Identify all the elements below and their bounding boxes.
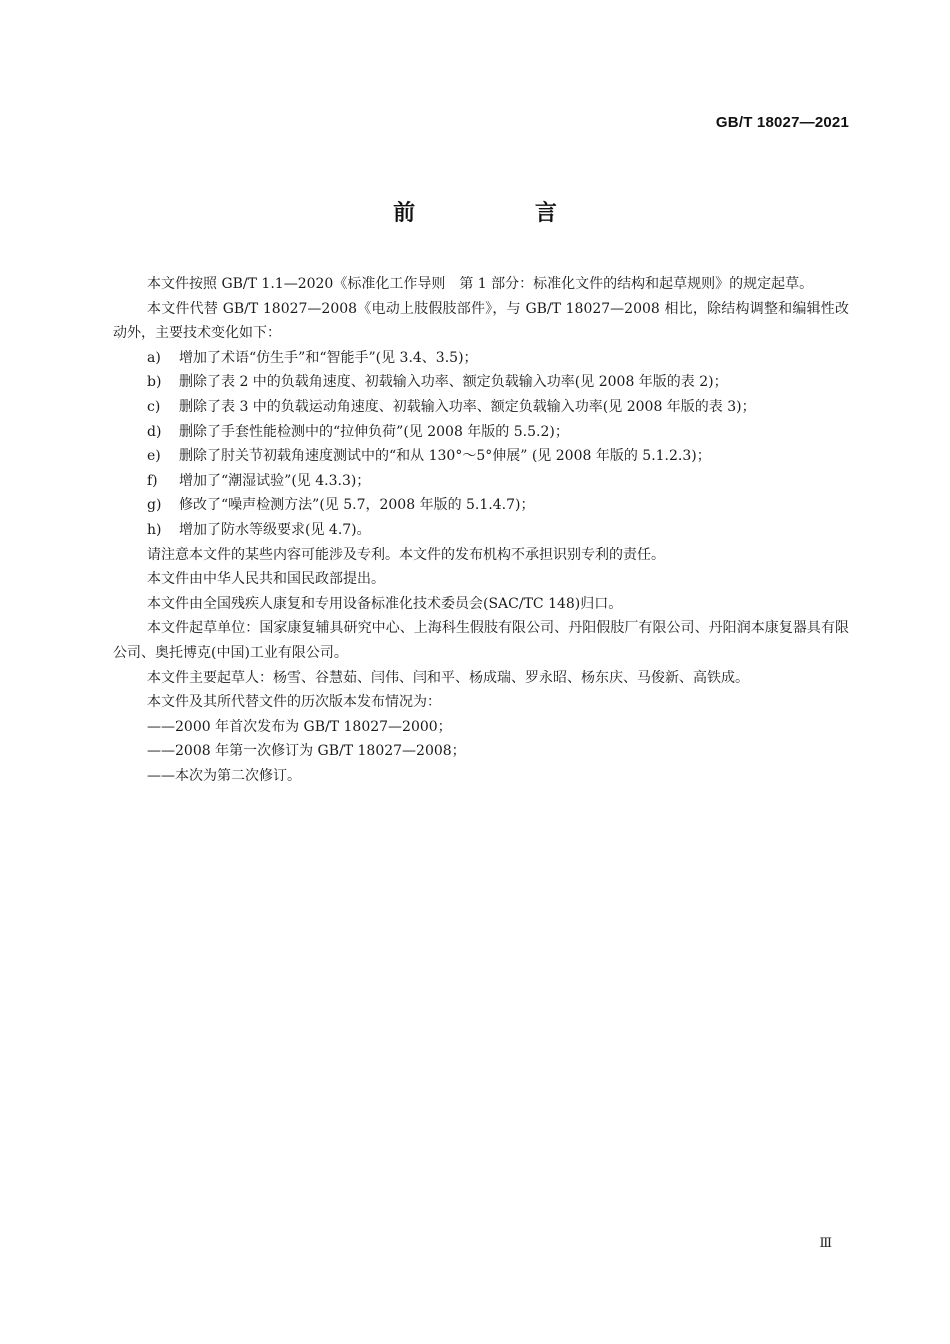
foreword-body <box>113 272 849 788</box>
paragraph-replaces: 本文件代替 GB/T 18027—2008《电动上肢假肢部件》，与 GB/T 18027—2008 相比，除结构调整和编辑性改动外，主要技术变化如下： <box>113 300 849 342</box>
page-title: 前 言 <box>393 201 613 226</box>
list-item-text: 修改了“噪声检测方法”(见 5.7，2008 年版的 5.1.4.7)； <box>179 497 535 514</box>
list-item-text: 删除了肘关节初载角速度测试中的“和从 130°～5°伸展” (见 2008 年版的 5.1.2.3)； <box>179 448 711 465</box>
list-item-text: 删除了表 2 中的负载角速度、初载输入功率、额定负载输入功率(见 2008 年版的表 2)； <box>179 374 728 391</box>
list-marker: b) <box>147 374 162 391</box>
list-marker: e) <box>147 448 161 465</box>
list-marker: f) <box>147 472 158 489</box>
list-item <box>113 469 849 494</box>
paragraph-drafters: 本文件主要起草人：杨雪、谷慧茹、闫伟、闫和平、杨成瑞、罗永昭、杨东庆、马俊新、高铁成。 <box>147 669 749 686</box>
list-item <box>113 518 849 543</box>
history-item: ——2008 年第一次修订为 GB/T 18027—2008； <box>147 743 466 760</box>
history-item: ——本次为第二次修订。 <box>147 767 301 784</box>
list-item-text: 增加了防水等级要求(见 4.7)。 <box>179 521 371 538</box>
paragraph-patent-notice: 请注意本文件的某些内容可能涉及专利。本文件的发布机构不承担识别专利的责任。 <box>147 546 665 563</box>
page-number: Ⅲ <box>819 1236 832 1251</box>
list-item <box>113 346 849 371</box>
standard-code: GB/T 18027—2021 <box>715 114 849 131</box>
paragraph-history-intro: 本文件及其所代替文件的历次版本发布情况为： <box>147 694 441 711</box>
paragraph-technical-committee: 本文件由全国残疾人康复和专用设备标准化技术委员会(SAC/TC 148)归口。 <box>147 595 623 612</box>
list-item <box>113 395 849 420</box>
list-marker: g) <box>147 497 162 514</box>
list-marker: h) <box>147 521 162 538</box>
list-item-text: 增加了“潮湿试验”(见 4.3.3)； <box>179 472 371 489</box>
list-marker: c) <box>147 398 161 415</box>
list-item <box>113 420 849 445</box>
list-marker: d) <box>147 423 162 440</box>
list-item <box>113 493 849 518</box>
paragraph-drafting-rules: 本文件按照 GB/T 1.1—2020《标准化工作导则 第 1 部分：标准化文件的结构和起草规则》的规定起草。 <box>147 276 814 292</box>
list-item-text: 增加了术语“仿生手”和“智能手”(见 3.4、3.5)； <box>179 349 478 366</box>
paragraph-proposed-by: 本文件由中华人民共和国民政部提出。 <box>147 571 385 588</box>
list-item <box>113 370 849 395</box>
list-item <box>113 444 849 469</box>
list-item-text: 删除了手套性能检测中的“拉伸负荷”(见 2008 年版的 5.5.2)； <box>179 423 569 440</box>
list-item-text: 删除了表 3 中的负载运动角速度、初载输入功率、额定负载输入功率(见 2008 年版的表 3)； <box>179 398 756 415</box>
paragraph-drafting-units: 本文件起草单位：国家康复辅具研究中心、上海科生假肢有限公司、丹阳假肢厂有限公司、丹阳润本康复器具有限公司、奥托博克(中国)工业有限公司。 <box>113 620 849 661</box>
history-item: ——2000 年首次发布为 GB/T 18027—2000； <box>147 718 452 735</box>
changes-list <box>113 346 849 543</box>
history-list <box>113 715 849 789</box>
list-marker: a) <box>147 349 161 366</box>
